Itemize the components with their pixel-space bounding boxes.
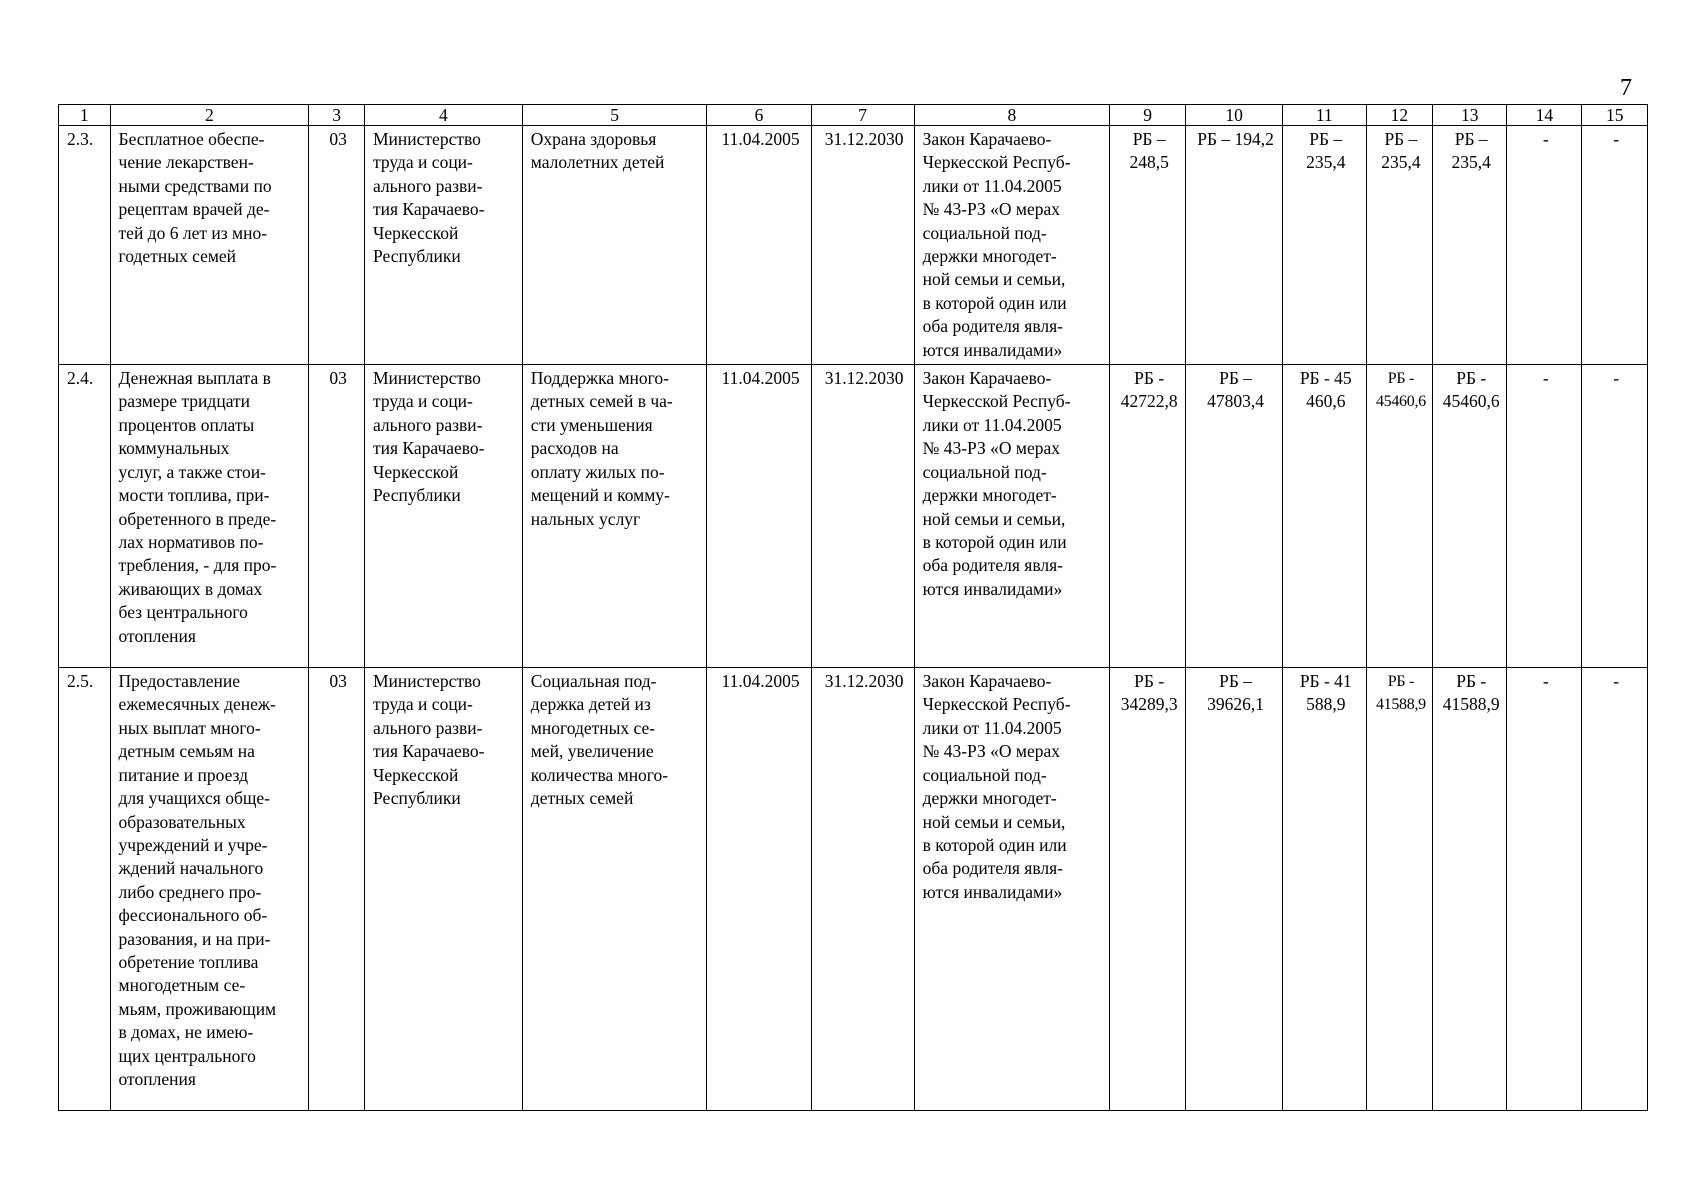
executor-cell <box>364 365 522 668</box>
text-line: тия Карачаево- <box>372 199 485 220</box>
text-line: тия Карачаево- <box>372 438 485 459</box>
text-line: рецептам врачей де- <box>118 199 270 220</box>
amount-cell <box>1186 668 1283 1111</box>
text-line: Денежная выплата в <box>118 368 271 389</box>
amount-cell <box>1282 668 1366 1111</box>
text-line: РБ – <box>1219 671 1253 692</box>
text-line: ждений начального <box>118 858 264 879</box>
text-line: Закон Карачаево- <box>922 368 1052 389</box>
text-line: 248,5 <box>1129 152 1169 173</box>
start-date: 11.04.2005 <box>707 668 811 1111</box>
text-line: 588,9 <box>1306 694 1346 715</box>
text-line: ными средствами по <box>118 175 272 196</box>
text-line: Черкесской Респуб- <box>922 694 1071 715</box>
text-line: ных выплат много- <box>118 717 261 738</box>
text-line: труда и соци- <box>372 152 473 173</box>
text-line: 42722,8 <box>1120 391 1178 412</box>
amount-cell <box>1366 668 1433 1111</box>
text-line: мей, увеличение <box>530 741 654 762</box>
text-line: № 43-РЗ «О мерах <box>922 741 1061 762</box>
text-line: сти уменьшения <box>530 414 653 435</box>
text-line: Черкесской Респуб- <box>922 391 1071 412</box>
col-header: 7 <box>811 105 914 126</box>
text-line: живающих в домах <box>118 578 263 599</box>
col-header: 13 <box>1433 105 1507 126</box>
text-line: Черкесской Респуб- <box>922 152 1071 173</box>
text-line: держка детей из <box>530 694 651 715</box>
text-line: Охрана здоровья <box>530 129 657 149</box>
text-line: № 43-РЗ «О мерах <box>922 438 1061 459</box>
col-header: 4 <box>364 105 522 126</box>
text-line: ной семьи и семьи, <box>922 811 1066 832</box>
row-number: 2.3. <box>59 126 111 365</box>
text-line: РБ - <box>1387 673 1415 691</box>
text-line: РБ - <box>1456 368 1487 389</box>
col-header: 5 <box>522 105 707 126</box>
text-line: лах нормативов по- <box>118 531 264 552</box>
text-line: РБ – <box>1309 129 1343 149</box>
amount-cell <box>1366 126 1433 365</box>
text-line: оба родителя явля- <box>922 858 1063 879</box>
end-date: 31.12.2030 <box>811 365 914 668</box>
start-date: 11.04.2005 <box>707 126 811 365</box>
col-header: 2 <box>110 105 309 126</box>
text-line: тия Карачаево- <box>372 741 485 762</box>
text-line: лики от 11.04.2005 <box>922 175 1062 196</box>
text-line: ются инвалидами» <box>922 578 1063 599</box>
text-line: 460,6 <box>1306 391 1346 412</box>
goal-cell <box>522 126 707 365</box>
text-line: 41588,9 <box>1442 694 1500 715</box>
law-cell <box>914 668 1109 1111</box>
text-line: Социальная под- <box>530 671 657 692</box>
text-line: РБ - 41 <box>1299 671 1352 692</box>
col-header: 10 <box>1186 105 1283 126</box>
amount-cell <box>1110 668 1186 1111</box>
amount-cell <box>1433 126 1507 365</box>
text-line: ются инвалидами» <box>922 881 1063 902</box>
text-line: коммунальных <box>118 438 230 459</box>
col-header: 3 <box>309 105 365 126</box>
text-line: Бесплатное обеспе- <box>118 129 265 149</box>
text-line: 34289,3 <box>1120 694 1178 715</box>
text-line: количества много- <box>530 764 669 785</box>
text-line: держки многодет- <box>922 788 1057 809</box>
text-line: питание и проезд <box>118 764 249 785</box>
text-line: расходов на <box>530 438 619 459</box>
end-date: 31.12.2030 <box>811 126 914 365</box>
text-line: детным семьям на <box>118 741 255 762</box>
text-line: отопления <box>118 1068 196 1089</box>
text-line: мьям, проживающим <box>118 998 277 1019</box>
text-line: 45460,6 <box>1442 391 1500 412</box>
text-line: оплату жилых по- <box>530 461 665 482</box>
text-line: № 43-РЗ «О мерах <box>922 199 1061 220</box>
text-line: ального разви- <box>372 414 483 435</box>
text-line: годетных семей <box>118 246 237 267</box>
text-line: для учащихся обще- <box>118 788 270 809</box>
amount-cell: - <box>1582 668 1648 1111</box>
measure-name <box>110 126 309 365</box>
table-row <box>59 126 1648 365</box>
col-header: 6 <box>707 105 811 126</box>
text-line: многодетных се- <box>530 717 656 738</box>
text-line: в которой один или <box>922 834 1067 855</box>
code-cell: 03 <box>309 365 365 668</box>
col-header: 11 <box>1282 105 1366 126</box>
text-line: услуг, а также стои- <box>118 461 266 482</box>
text-line: в которой один или <box>922 292 1067 313</box>
text-line: детных семей в ча- <box>530 391 673 412</box>
text-line: 235,4 <box>1381 152 1421 173</box>
text-line: разования, и на при- <box>118 928 271 949</box>
amount-cell <box>1186 365 1283 668</box>
text-line: размере тридцати <box>118 391 251 412</box>
text-line: РБ – <box>1454 129 1488 149</box>
text-line: Черкесской <box>372 764 459 785</box>
text-line: мещений и комму- <box>530 485 670 506</box>
text-line: Республики <box>372 788 461 809</box>
text-line: ной семьи и семьи, <box>922 269 1066 290</box>
col-header: 1 <box>59 105 111 126</box>
amount-cell: - <box>1582 126 1648 365</box>
text-line: тей до 6 лет из мно- <box>118 222 268 243</box>
col-header: 12 <box>1366 105 1433 126</box>
text-line: обретенного в преде- <box>118 508 277 529</box>
text-line: Закон Карачаево- <box>922 129 1052 149</box>
amount-cell <box>1282 126 1366 365</box>
text-line: фессионального об- <box>118 905 268 926</box>
text-line: ежемесячных денеж- <box>118 694 276 715</box>
start-date: 11.04.2005 <box>707 365 811 668</box>
text-line: оба родителя явля- <box>922 555 1063 576</box>
col-header: 9 <box>1110 105 1186 126</box>
text-line: 41588,9 <box>1375 696 1426 714</box>
amount-cell: - <box>1582 365 1648 668</box>
text-line: РБ – <box>1384 129 1418 149</box>
text-line: Республики <box>372 485 461 506</box>
law-cell <box>914 126 1109 365</box>
text-line: РБ - <box>1456 671 1487 692</box>
text-line: держки многодет- <box>922 485 1057 506</box>
col-header: 14 <box>1507 105 1582 126</box>
page-number: 7 <box>1620 75 1632 101</box>
header-row <box>59 105 1648 126</box>
text-line: 235,4 <box>1451 152 1491 173</box>
text-line: Поддержка много- <box>530 368 669 389</box>
text-line: ются инвалидами» <box>922 339 1063 360</box>
law-cell <box>914 365 1109 668</box>
code-cell: 03 <box>309 126 365 365</box>
text-line: социальной под- <box>922 764 1047 785</box>
amount-cell <box>1110 365 1186 668</box>
text-line: многодетным се- <box>118 975 246 996</box>
text-line: Министерство <box>372 671 481 692</box>
text-line: ального разви- <box>372 717 483 738</box>
amount-cell: - <box>1507 365 1582 668</box>
measures-table <box>58 104 1648 1111</box>
table-row <box>59 668 1648 1111</box>
text-line: РБ – <box>1132 129 1166 149</box>
row-number: 2.5. <box>59 668 111 1111</box>
amount-cell: - <box>1507 668 1582 1111</box>
text-line: в которой один или <box>922 531 1067 552</box>
col-header: 15 <box>1582 105 1648 126</box>
amount-cell <box>1433 668 1507 1111</box>
measure-name <box>110 365 309 668</box>
text-line: Черкесской <box>372 461 459 482</box>
amount-cell: - <box>1507 126 1582 365</box>
text-line: держки многодет- <box>922 246 1057 267</box>
text-line: образовательных <box>118 811 246 832</box>
text-line: обретение топлива <box>118 951 259 972</box>
executor-cell <box>364 668 522 1111</box>
text-line: Черкесской <box>372 222 459 243</box>
text-line: малолетних детей <box>530 152 665 173</box>
text-line: детных семей <box>530 788 634 809</box>
text-line: Министерство <box>372 129 481 149</box>
text-line: лики от 11.04.2005 <box>922 414 1062 435</box>
table-row <box>59 365 1648 668</box>
amount-cell <box>1186 126 1283 365</box>
text-line: учреждений и учре- <box>118 834 268 855</box>
text-line: Министерство <box>372 368 481 389</box>
text-line: Республики <box>372 246 461 267</box>
text-line: нальных услуг <box>530 508 641 529</box>
text-line: 47803,4 <box>1207 391 1265 412</box>
text-line: оба родителя явля- <box>922 316 1063 337</box>
goal-cell <box>522 668 707 1111</box>
text-line: РБ - <box>1134 368 1165 389</box>
text-line: 235,4 <box>1306 152 1346 173</box>
amount-cell <box>1110 126 1186 365</box>
code-cell: 03 <box>309 668 365 1111</box>
text-line: Предоставление <box>118 671 240 692</box>
goal-cell <box>522 365 707 668</box>
text-line: без центрального <box>118 602 248 623</box>
measure-name <box>110 668 309 1111</box>
text-line: РБ - 45 <box>1299 368 1352 389</box>
text-line: РБ - <box>1387 370 1415 388</box>
amount-cell <box>1282 365 1366 668</box>
text-line: труда и соци- <box>372 391 473 412</box>
text-line: щих центрального <box>118 1045 256 1066</box>
text-line: РБ – <box>1219 368 1253 389</box>
executor-cell <box>364 126 522 365</box>
amount-cell <box>1433 365 1507 668</box>
text-line: 39626,1 <box>1207 694 1265 715</box>
row-number: 2.4. <box>59 365 111 668</box>
text-line: либо среднего про- <box>118 881 262 902</box>
text-line: мости топлива, при- <box>118 485 270 506</box>
text-line: в домах, не имею- <box>118 1022 254 1043</box>
text-line: социальной под- <box>922 222 1047 243</box>
text-line: требления, - для про- <box>118 555 277 576</box>
text-line: отопления <box>118 625 196 646</box>
end-date: 31.12.2030 <box>811 668 914 1111</box>
text-line: ной семьи и семьи, <box>922 508 1066 529</box>
text-line: лики от 11.04.2005 <box>922 717 1062 738</box>
col-header: 8 <box>914 105 1109 126</box>
text-line: социальной под- <box>922 461 1047 482</box>
text-line: труда и соци- <box>372 694 473 715</box>
text-line: РБ - <box>1134 671 1165 692</box>
text-line: ального разви- <box>372 175 483 196</box>
text-line: процентов оплаты <box>118 414 255 435</box>
text-line: 45460,6 <box>1375 393 1426 411</box>
text-line: Закон Карачаево- <box>922 671 1052 692</box>
text-line: РБ – 194,2 <box>1197 129 1274 149</box>
amount-cell <box>1366 365 1433 668</box>
text-line: чение лекарствен- <box>118 152 254 173</box>
